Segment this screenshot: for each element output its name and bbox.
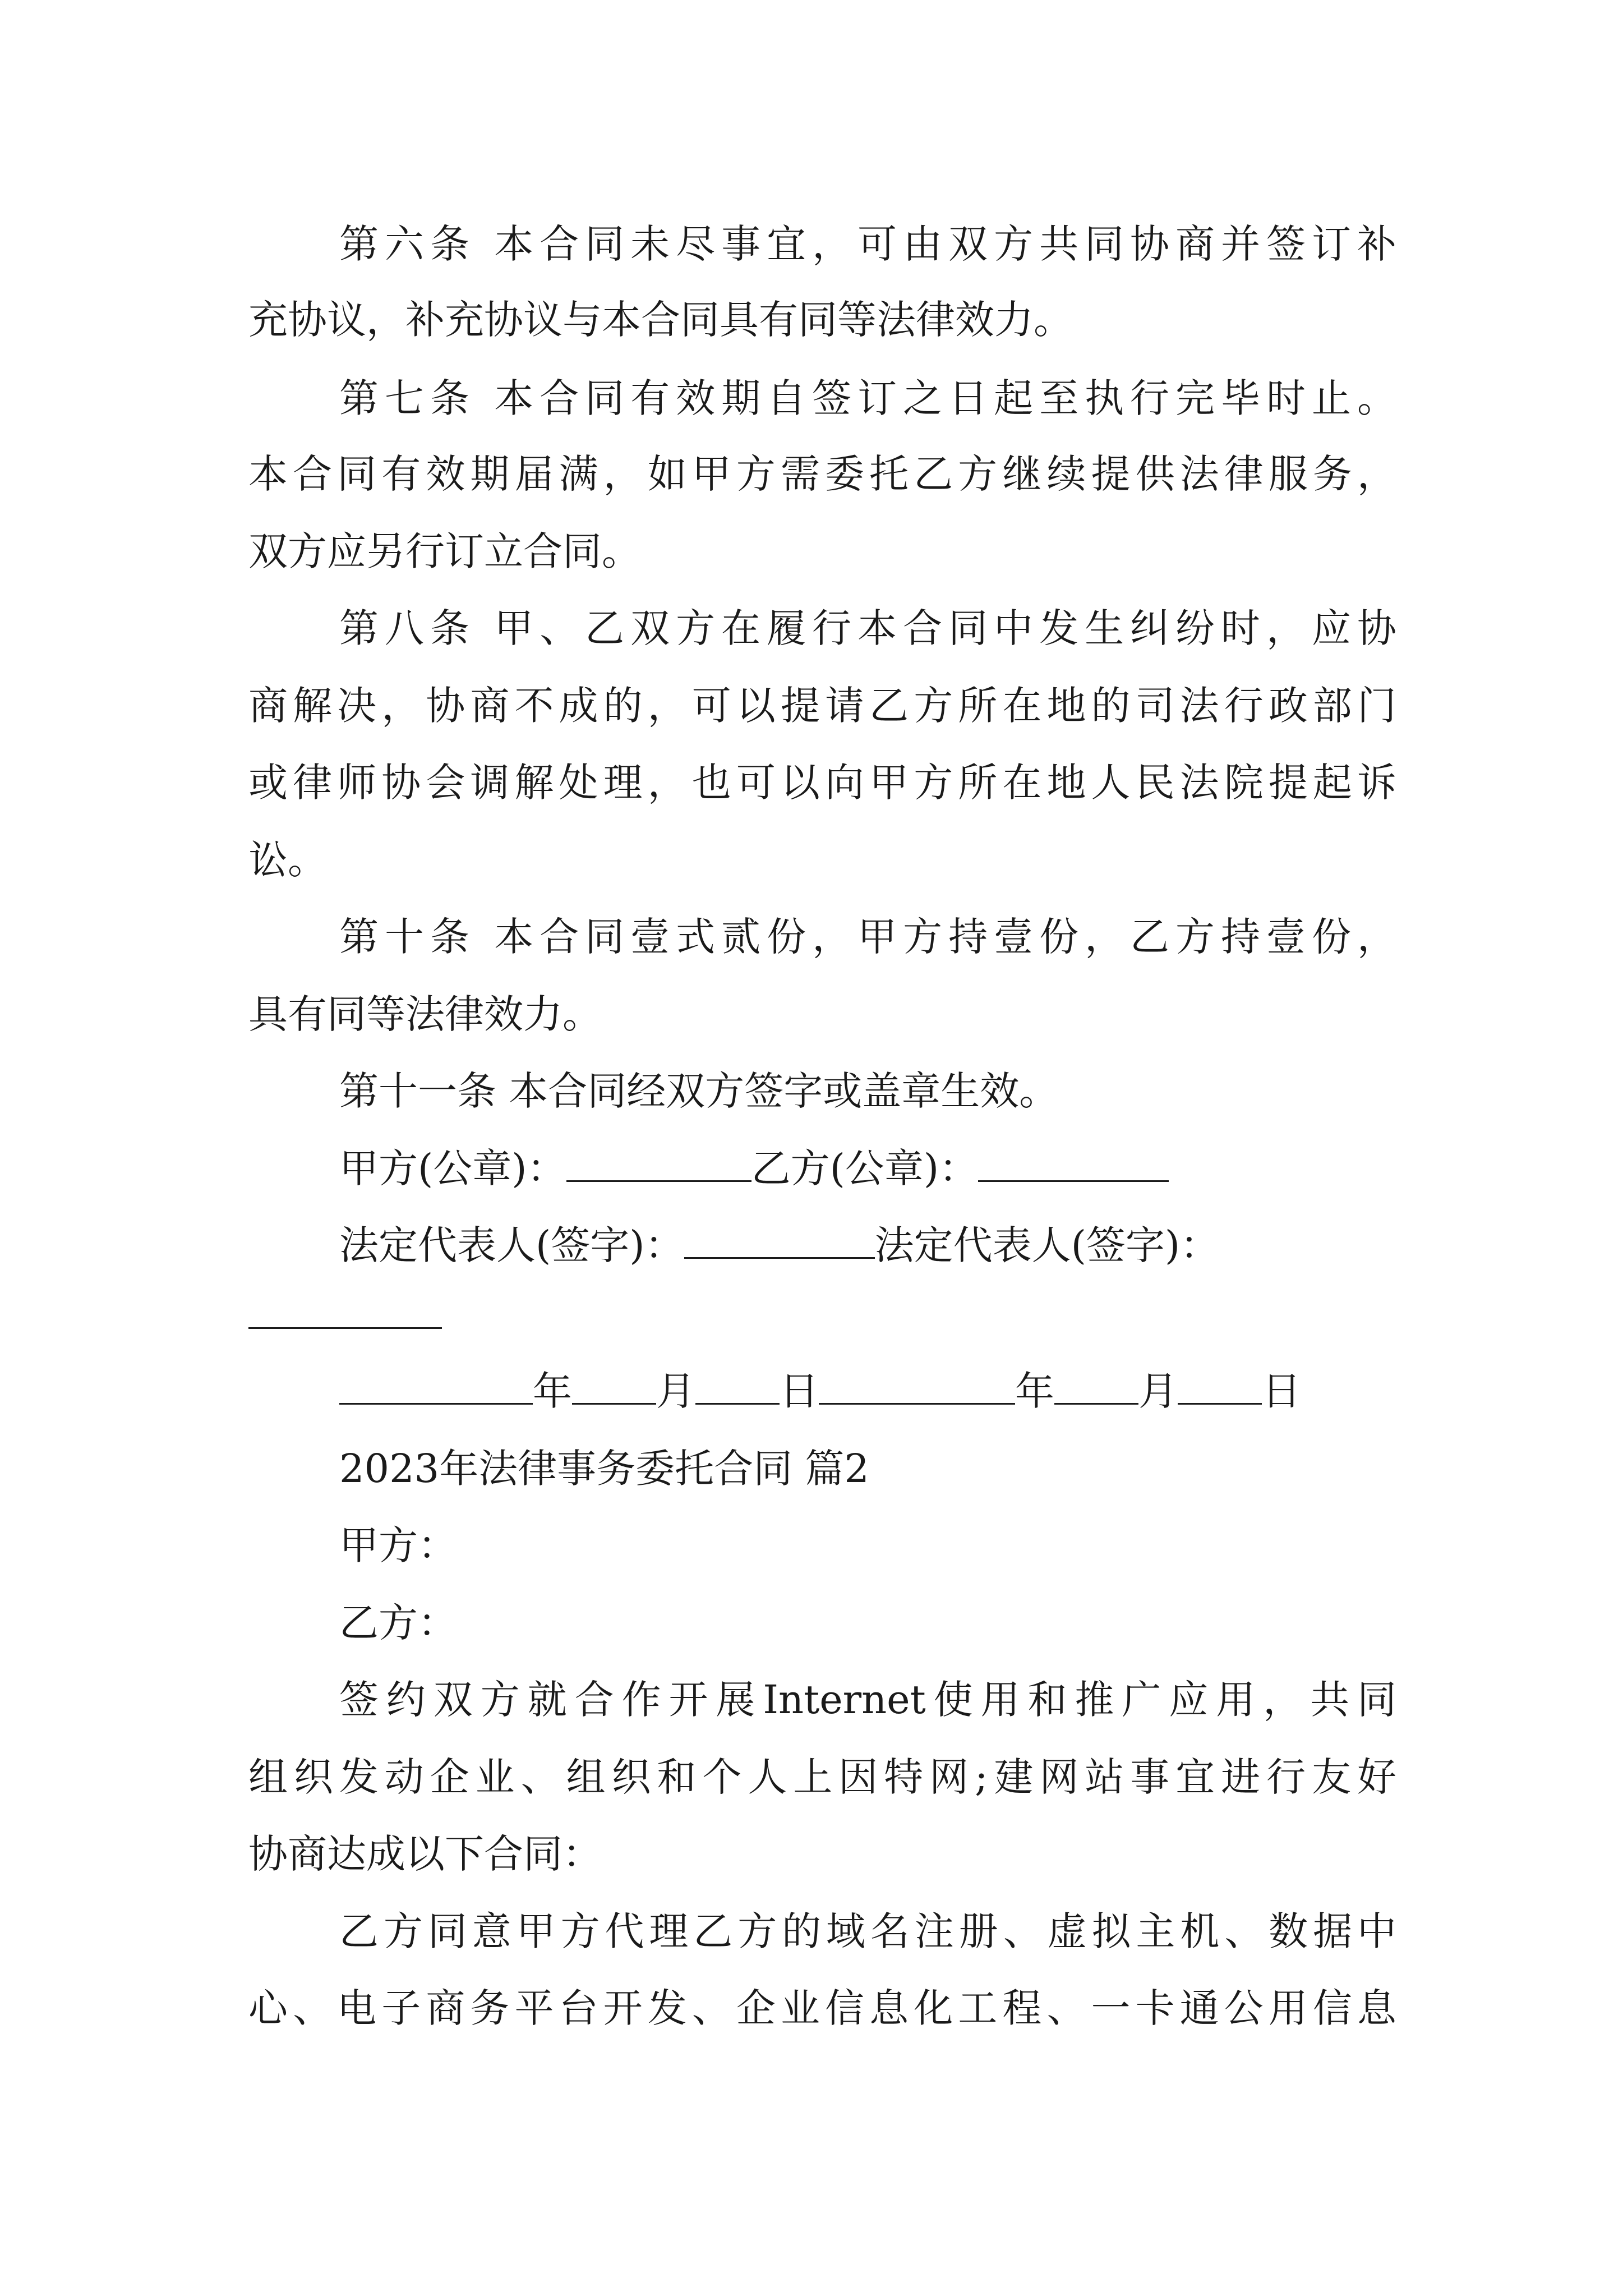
section-2-para-2-line-1: 乙方同意甲方代理乙方的域名注册、虚拟主机、数据中 [339, 1908, 1396, 1954]
article-8-line-4: 讼。 [248, 837, 327, 883]
date-a-year-label: 年 [533, 1368, 572, 1414]
party-b-seal-label: 乙方(公章)： [751, 1145, 979, 1191]
article-8-line-3: 或律师协会调解处理，也可以向甲方所在地人民法院提起诉 [248, 760, 1396, 806]
date-a-day-label: 日 [780, 1368, 819, 1414]
date-b-day-label: 日 [1262, 1368, 1301, 1414]
date-a-month-blank[interactable] [572, 1369, 656, 1405]
article-8-line-1: 第八条 甲、乙双方在履行本合同中发生纠纷时，应协 [339, 605, 1396, 651]
section-2-title: 2023年法律事务委托合同 篇2 [339, 1446, 869, 1492]
section-2-para-1-line-3: 协商达成以下合同： [248, 1831, 602, 1877]
date-b-day-blank[interactable] [1178, 1369, 1262, 1405]
party-b-seal-blank[interactable] [978, 1147, 1169, 1182]
party-b-rep-label: 法定代表人(签字)： [874, 1222, 1220, 1268]
article-10-line-1: 第十条 本合同壹式贰份，甲方持壹份，乙方持壹份， [339, 914, 1396, 960]
date-a-year-blank[interactable] [339, 1369, 533, 1405]
date-a-month-label: 月 [656, 1368, 695, 1414]
article-11-line: 第十一条 本合同经双方签字或盖章生效。 [339, 1068, 1059, 1114]
date-b-year-blank[interactable] [819, 1369, 1015, 1405]
party-b-label: 乙方： [339, 1600, 457, 1646]
party-a-seal-label: 甲方(公章)： [339, 1145, 566, 1191]
party-a-rep-label: 法定代表人(签字)： [339, 1222, 684, 1268]
article-7-line-3: 双方应另行订立合同。 [248, 528, 641, 574]
article-10-line-2: 具有同等法律效力。 [248, 991, 602, 1037]
party-a-seal-blank[interactable] [566, 1147, 751, 1182]
section-2-para-2-line-2: 心、电子商务平台开发、企业信息化工程、一卡通公用信息 [248, 1985, 1396, 2031]
article-7-line-1: 第七条 本合同有效期自签订之日起至执行完毕时止。 [339, 375, 1396, 421]
article-6-line-1: 第六条 本合同未尽事宜，可由双方共同协商并签订补 [339, 221, 1396, 267]
party-a-label: 甲方： [339, 1522, 457, 1568]
party-a-rep-blank[interactable] [684, 1223, 875, 1259]
section-2-para-1-line-1: 签约双方就合作开展Internet使用和推广应用，共同 [339, 1677, 1396, 1723]
date-b-month-blank[interactable] [1054, 1369, 1138, 1405]
date-b-year-label: 年 [1015, 1368, 1054, 1414]
date-line [339, 1366, 1301, 1416]
legal-rep-line [339, 1220, 1219, 1271]
party-b-rep-blank-line [248, 1290, 442, 1341]
date-b-month-label: 月 [1138, 1368, 1178, 1414]
section-2-para-1-line-2: 组织发动企业、组织和个人上因特网;建网站事宜进行友好 [248, 1754, 1396, 1800]
article-7-line-2: 本合同有效期届满，如甲方需委托乙方继续提供法律服务， [248, 451, 1396, 497]
article-6-line-2: 充协议，补充协议与本合同具有同等法律效力。 [248, 297, 1073, 343]
party-b-rep-blank[interactable] [248, 1294, 442, 1329]
party-a-seal-line [339, 1143, 1169, 1194]
date-a-day-blank[interactable] [695, 1369, 780, 1405]
article-8-line-2: 商解决，协商不成的，可以提请乙方所在地的司法行政部门 [248, 683, 1396, 729]
